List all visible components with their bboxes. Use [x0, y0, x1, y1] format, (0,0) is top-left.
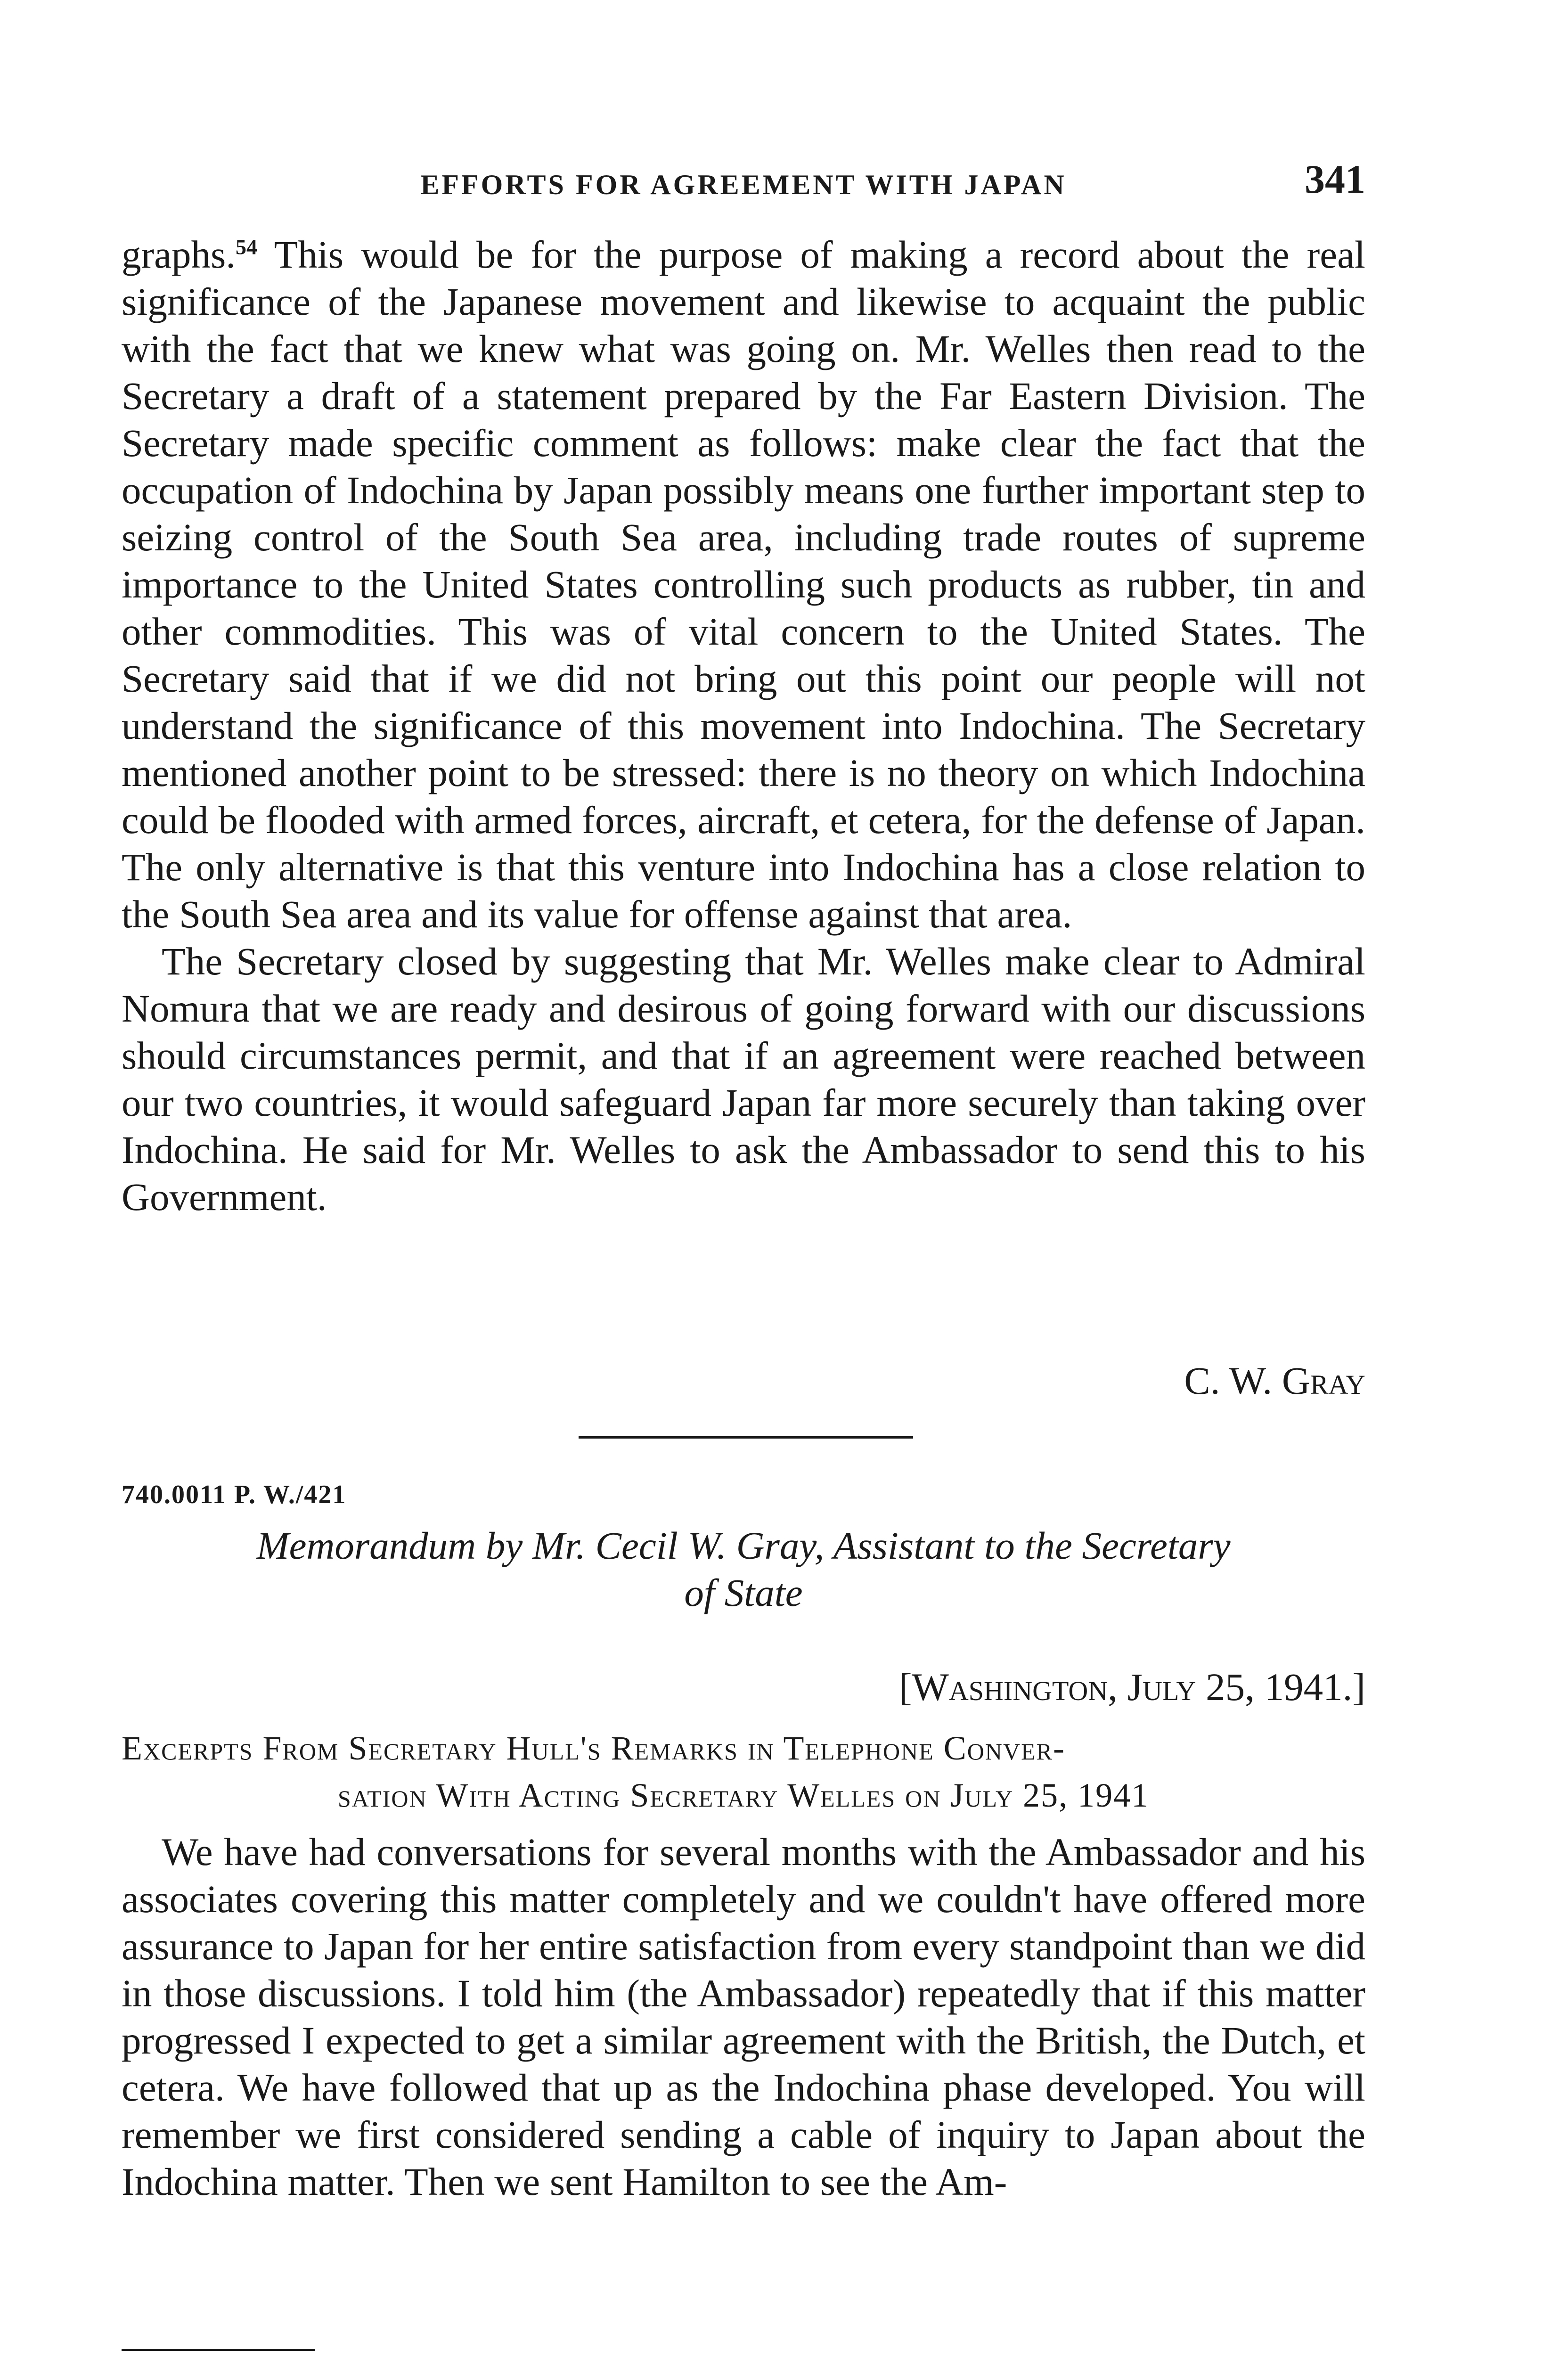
section1-paragraph-1	[122, 231, 1365, 938]
section-divider	[579, 1436, 913, 1439]
memo-title-line-1: Memorandum by Mr. Cecil W. Gray, Assistant to the Secretary	[256, 1524, 1231, 1567]
memo-date	[899, 1663, 1365, 1710]
excerpt-heading-line-1: Excerpts From Secretary Hull's Remarks in Telephone Conver-	[122, 1729, 1065, 1767]
file-number: 740.0011 P. W./421	[122, 1480, 347, 1509]
signature: C. W. Gray	[1184, 1359, 1365, 1402]
excerpt-heading-line-2: sation With Acting Secretary Welles on July 25, 1941	[337, 1776, 1150, 1814]
memo-date-text: [Washington, July 25, 1941.]	[898, 1665, 1365, 1709]
memo-title	[122, 1522, 1365, 1616]
excerpt-heading	[122, 1725, 1365, 1819]
page-header	[122, 155, 1365, 207]
section1-paragraph-2: The Secretary closed by suggesting that Mr. Welles make clear to Admiral Nomura that we are ready and desirous of going forward with our discussions should circumstances permit, and that if an agreement were reached between our two countries, it would safeguard Japan far more securely than taking over Indochina. He said for Mr. Welles to ask the Ambassador to send this to his Government.	[122, 940, 1365, 1219]
footnote-divider	[122, 2349, 315, 2351]
footnote-reference: 54	[236, 235, 258, 259]
page-number: 341	[1305, 156, 1365, 202]
memo-paragraph: We have had conversations for several months with the Ambassador and his associates covering this matter completely and we couldn't have offered more assurance to Japan for her entire satisfaction from every standpoint than we did in those discussions. I told him (the Ambassador) repeatedly that if this matter progressed I expected to get a similar agreement with the British, the Dutch, et cetera. We have followed that up as the Indochina phase developed. You will remember we first considered sending a cable of inquiry to Japan about the Indochina matter. Then we sent Hamilton to see the Am-	[122, 1830, 1365, 2203]
paragraph-start: graphs.	[122, 233, 236, 276]
section1-body	[122, 231, 1365, 1220]
memo-title-line-2: of State	[684, 1571, 803, 1614]
paragraph-text: This would be for the purpose of making a record about the real significance of the Japanese movement and likewise to acquaint the public with the fact that we knew what was going on. Mr. Welles then read to the Secretary a draft of a statement prepared by the Far Eastern Division. The Secretary made specific comment as follows: make clear the fact that the occupation of Indochina by Japan possibly means one further important step to seizing control of the South Sea area, including trade routes of supreme importance to the United States controlling such products as rubber, tin and other commodities. This was of vital concern to the United States. The Secretary said that if we did not bring out this point our people will not understand the significance of this movement into Indochina. The Secretary mentioned another point to be stressed: there is no theory on which Indochina could be flooded with armed forces, aircraft, et cetera, for the defense of Japan. The only alternative is that this venture into Indochina has a close relation to the South Sea area and its value for offense against that area.	[122, 233, 1365, 936]
running-head: EFFORTS FOR AGREEMENT WITH JAPAN	[420, 169, 1067, 200]
memo-body	[122, 1828, 1365, 2205]
